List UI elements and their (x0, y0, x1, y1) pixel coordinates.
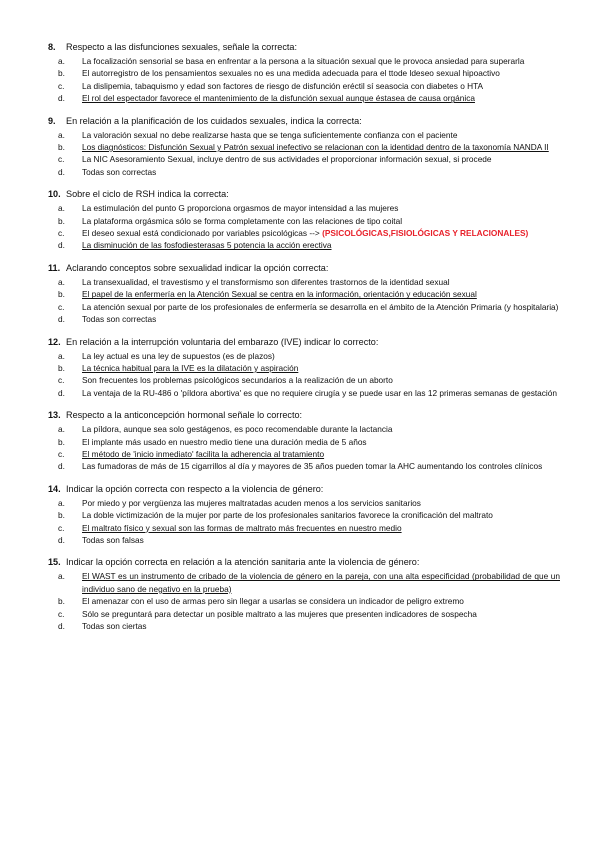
option-text-wrap (82, 239, 560, 251)
option-letter: d. (58, 93, 65, 104)
option-text: La plataforma orgásmica sólo se forma completamente con las relaciones de tipo coital (82, 215, 403, 226)
option-text-correct: Los diagnósticos: Disfunción Sexual y Patrón sexual inefectivo se relacionan con la identidad dentro de la taxonomía NANDA II (82, 142, 549, 153)
option-text-wrap (82, 509, 560, 521)
question-number: 14. (48, 483, 61, 494)
answer-option (0, 608, 600, 620)
option-text-wrap (82, 301, 560, 313)
option-text-wrap (82, 288, 560, 300)
question-heading (0, 114, 600, 128)
option-letter: d. (58, 621, 65, 631)
option-text: La estimulación del punto G proporciona orgasmos de mayor intensidad a las mujeres (82, 203, 399, 214)
option-letter: a. (58, 424, 65, 435)
option-text: Todas son ciertas (82, 621, 147, 631)
option-text-wrap (82, 620, 560, 632)
option-letter: d. (58, 240, 65, 251)
question-heading (0, 261, 600, 275)
option-text-wrap (82, 202, 560, 214)
option-text-wrap (82, 92, 560, 104)
option-text: Las fumadoras de más de 15 cigarrillos al día y mayores de 35 años pueden tomar la AHC aumentando los controles clínicos (82, 461, 543, 472)
answer-option (0, 620, 600, 632)
option-text-wrap (82, 350, 560, 362)
question-heading (0, 555, 600, 569)
answer-option (0, 570, 600, 595)
option-letter: d. (58, 166, 65, 177)
option-text: La atención sexual por parte de los profesionales de enfermería se desarrolla en el ámbito de la Atención Primaria (y hospitalaria) (82, 301, 559, 312)
answer-option (0, 67, 600, 79)
option-letter: b. (58, 596, 65, 607)
option-letter: c. (58, 608, 65, 619)
option-letter: a. (58, 129, 65, 140)
option-text: El amenazar con el uso de armas pero sin llegar a usarlas se considera un indicador de peligro extremo (82, 596, 464, 607)
option-annotation: (PSICOLÓGICAS,FISIOLÓGICAS Y RELACIONALES) (322, 228, 529, 239)
option-text-wrap (82, 423, 560, 435)
option-text-correct: El método de 'inicio inmediato' facilita la adherencia al tratamiento (82, 448, 325, 459)
option-letter: c. (58, 80, 65, 91)
question-number: 12. (48, 336, 61, 347)
option-text: La valoración sexual no debe realizarse hasta que se tenga suficientemente confianza con el paciente (82, 129, 458, 140)
option-text-wrap (82, 55, 560, 67)
question-text: Respecto a las disfunciones sexuales, señale la correcta: (66, 42, 298, 52)
question-text: Indicar la opción correcta en relación a la atención sanitaria ante la violencia de género: (66, 557, 420, 568)
question-block (0, 114, 600, 179)
question-heading (0, 408, 600, 422)
question-number: 10. (48, 189, 61, 200)
question-block (0, 482, 600, 547)
question-text: En relación a la planificación de los cuidados sexuales, indica la correcta: (66, 115, 362, 126)
answer-option (0, 80, 600, 92)
answer-option (0, 534, 600, 546)
question-number: 11. (48, 262, 61, 273)
answer-option (0, 362, 600, 374)
option-text-wrap (82, 153, 560, 165)
option-text-correct: El maltrato físico y sexual son las formas de maltrato más frecuentes en nuestro medio (82, 522, 402, 533)
answer-option (0, 202, 600, 214)
question-block (0, 408, 600, 473)
option-text: El autorregistro de los pensamientos sexuales no es una medida adecuada para el ttode ldeseo sexual hipoactivo (82, 68, 500, 79)
question-text: En relación a la interrupción voluntaria del embarazo (IVE) indicar lo correcto: (66, 336, 379, 347)
option-text: Todas son correctas (82, 166, 157, 177)
option-text-wrap (82, 67, 560, 79)
question-block (0, 187, 600, 252)
answer-option (0, 350, 600, 362)
option-text-wrap (82, 460, 560, 472)
option-text: El implante más usado en nuestro medio tiene una duración media de 5 años (82, 436, 367, 447)
answer-option (0, 460, 600, 472)
option-letter: b. (58, 289, 65, 300)
question-block (0, 261, 600, 326)
question-heading (0, 335, 600, 349)
answer-option (0, 227, 600, 239)
exam-document (0, 40, 600, 641)
option-letter: c. (58, 228, 65, 239)
option-letter: d. (58, 387, 65, 398)
option-text: Todas son falsas (82, 534, 144, 545)
option-letter: d. (58, 314, 65, 325)
question-block (0, 555, 600, 632)
option-text-wrap (82, 141, 560, 153)
option-letter: c. (58, 301, 65, 312)
option-text-wrap (82, 362, 560, 374)
question-number: 8. (48, 42, 56, 52)
answer-option (0, 129, 600, 141)
option-text-correct: El papel de la enfermería en la Atención Sexual se centra en la información, orientación y educación sexual (82, 289, 477, 300)
option-text-wrap (82, 80, 560, 92)
answer-option (0, 313, 600, 325)
option-text-wrap (82, 595, 560, 607)
option-text: La ventaja de la RU-486 o 'píldora abortiva' es que no requiere cirugía y se puede usar en las 12 primeras semanas de gestación (82, 387, 557, 398)
option-text-wrap (82, 570, 560, 595)
question-number: 13. (48, 410, 61, 421)
option-letter: c. (58, 448, 65, 459)
option-text: El deseo sexual está condicionado por variables psicológicas --> (82, 228, 320, 239)
question-heading (0, 187, 600, 201)
option-letter: b. (58, 436, 65, 447)
option-text-wrap (82, 374, 560, 386)
question-text: Sobre el ciclo de RSH indica la correcta: (66, 189, 229, 200)
question-heading (0, 482, 600, 496)
option-letter: b. (58, 215, 65, 226)
question-number: 9. (48, 115, 56, 126)
question-block (0, 40, 600, 105)
option-letter: b. (58, 510, 65, 521)
option-text-wrap (82, 497, 560, 509)
option-text-correct: La técnica habitual para la IVE es la dilatación y aspiración (82, 362, 299, 373)
option-text: La píldora, aunque sea solo gestágenos, es poco recomendable durante la lactancia (82, 424, 393, 435)
option-letter: c. (58, 522, 65, 533)
option-letter: a. (58, 56, 65, 66)
answer-option (0, 595, 600, 607)
answer-option (0, 448, 600, 460)
option-text-wrap (82, 608, 560, 620)
option-text-correct: El rol del espectador favorece el mantenimiento de la disfunción sexual aunque éstasea de causa orgánica (82, 93, 475, 104)
option-letter: d. (58, 461, 65, 472)
option-text-wrap (82, 522, 560, 534)
option-text-wrap (82, 166, 560, 178)
option-text-wrap (82, 129, 560, 141)
answer-option (0, 215, 600, 227)
option-text: Todas son correctas (82, 314, 157, 325)
option-text-wrap (82, 436, 560, 448)
question-block (0, 335, 600, 400)
option-text: La NIC Asesoramiento Sexual, incluye dentro de sus actividades el proporcionar información sexual, si procede (82, 154, 492, 165)
answer-option (0, 509, 600, 521)
option-text: La focalización sensorial se basa en enfrentar a la persona a la situación sexual que le provoca ansiedad para superarla (82, 56, 525, 66)
question-heading (0, 40, 600, 54)
question-text: Aclarando conceptos sobre sexualidad indicar la opción correcta: (66, 262, 329, 273)
option-letter: a. (58, 203, 65, 214)
question-text: Respecto a la anticoncepción hormonal señale lo correcto: (66, 410, 303, 421)
answer-option (0, 153, 600, 165)
answer-option (0, 92, 600, 104)
option-text: La doble victimización de la mujer por parte de los profesionales sanitarios favorece la cronificación del maltrato (82, 510, 493, 521)
option-letter: a. (58, 350, 65, 361)
answer-option (0, 301, 600, 313)
option-text-wrap (82, 276, 560, 288)
option-letter: c. (58, 154, 65, 165)
option-letter: b. (58, 142, 65, 153)
answer-option (0, 276, 600, 288)
option-text-wrap (82, 387, 560, 399)
answer-option (0, 374, 600, 386)
option-letter: a. (58, 276, 65, 287)
option-text-correct: El WAST es un instrumento de cribado de la violencia de género en la pareja, con una alta especificidad (probabilidad de que un individuo sano de negativo en la prueba) (82, 571, 560, 594)
option-text: Por miedo y por vergüenza las mujeres maltratadas acuden menos a los servicios sanitarios (82, 497, 421, 508)
answer-option (0, 55, 600, 67)
option-text-wrap (82, 534, 560, 546)
answer-option (0, 239, 600, 251)
option-text-wrap (82, 227, 560, 239)
question-number: 15. (48, 557, 61, 568)
option-letter: b. (58, 362, 65, 373)
answer-option (0, 166, 600, 178)
option-letter: a. (58, 571, 65, 582)
option-text-wrap (82, 448, 560, 460)
option-letter: a. (58, 497, 65, 508)
option-letter: d. (58, 534, 65, 545)
answer-option (0, 387, 600, 399)
option-letter: c. (58, 375, 65, 386)
option-text: Son frecuentes los problemas psicológicos secundarios a la realización de un aborto (82, 375, 393, 386)
question-text: Indicar la opción correcta con respecto a la violencia de género: (66, 483, 324, 494)
option-text: La ley actual es una ley de supuestos (es de plazos) (82, 350, 275, 361)
answer-option (0, 423, 600, 435)
option-letter: b. (58, 68, 65, 79)
option-text-correct: La disminución de las fosfodiesterasas 5 potencia la acción erectiva (82, 240, 332, 251)
option-text-wrap (82, 313, 560, 325)
option-text: La dislipemia, tabaquismo y edad son factores de riesgo de disfunción eréctil sí seasocia con diabetes o HTA (82, 80, 484, 91)
option-text: La transexualidad, el travestismo y el transformismo son diferentes trastornos de la identidad sexual (82, 276, 450, 287)
answer-option (0, 522, 600, 534)
answer-option (0, 497, 600, 509)
answer-option (0, 288, 600, 300)
answer-option (0, 436, 600, 448)
option-text-wrap (82, 215, 560, 227)
answer-option (0, 141, 600, 153)
option-text: Sólo se preguntará para detectar un posible maltrato a las mujeres que presenten indicadores de sospecha (82, 608, 477, 619)
